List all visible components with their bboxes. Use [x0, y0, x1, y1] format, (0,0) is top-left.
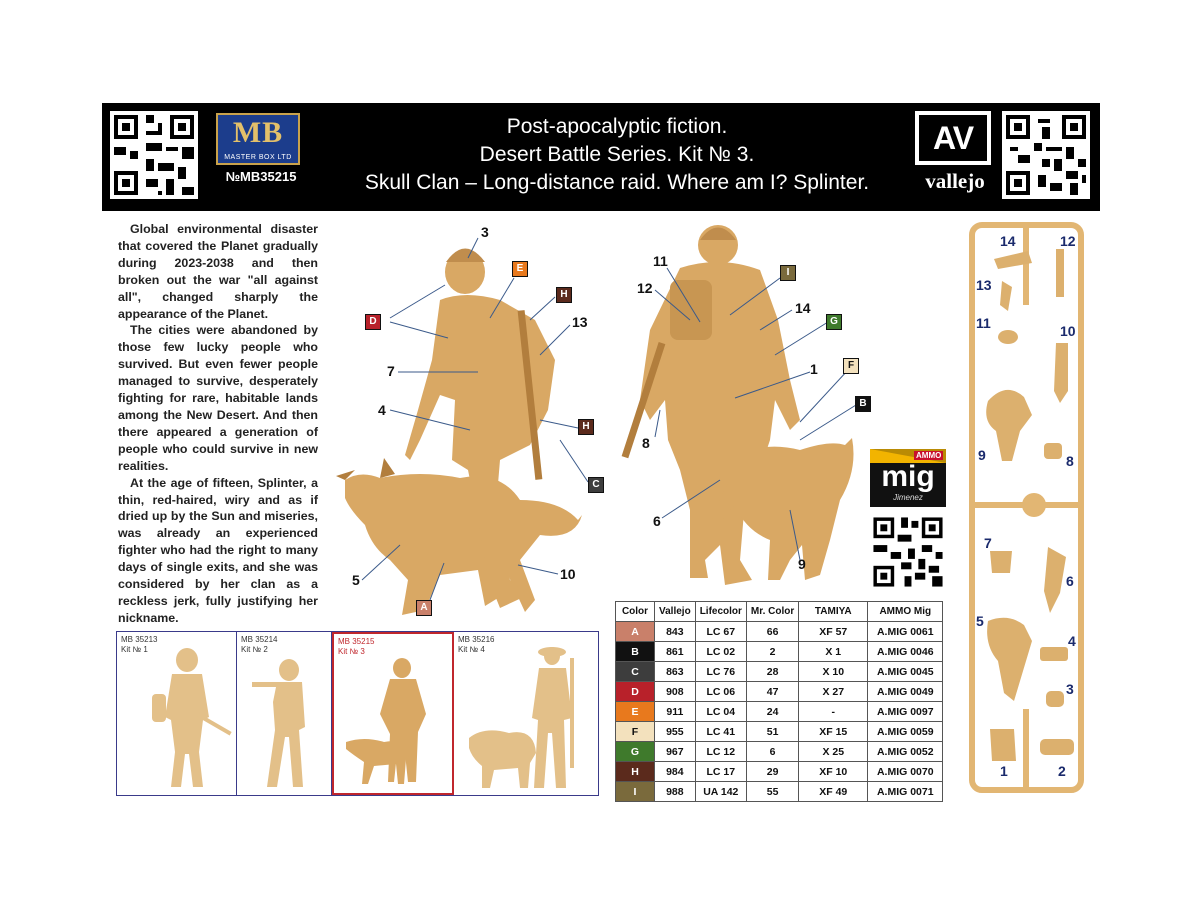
sprue-part-13 [1000, 281, 1012, 311]
sprue-part-11 [998, 330, 1018, 344]
table-cell-mrcolor: 2 [746, 642, 798, 662]
callout-color-g: G [826, 314, 842, 330]
qr-code-icon [870, 514, 946, 590]
callout-color-b: B [855, 396, 871, 412]
table-cell-mrcolor: 66 [746, 622, 798, 642]
sprue-label-12: 12 [1060, 233, 1076, 249]
kit-code: №MB35215 [225, 169, 297, 184]
callout-color-a: A [416, 600, 432, 616]
kit-number-label: Kit № 2 [241, 645, 268, 654]
table-row [616, 722, 943, 742]
table-cell-tamiya: X 10 [799, 662, 868, 682]
table-cell-lifecolor: UA 142 [695, 782, 746, 802]
color-swatch-cell: B [616, 642, 655, 662]
column-header: Color [616, 602, 655, 622]
table-cell-tamiya: X 25 [799, 742, 868, 762]
table-row [616, 662, 943, 682]
color-swatch-cell: D [616, 682, 655, 702]
front-dog-illustration [336, 458, 582, 615]
kit-number-label: Kit № 4 [458, 645, 485, 654]
kit-thumbnail-4[interactable] [454, 632, 598, 795]
table-cell-ammo: A.MIG 0046 [868, 642, 943, 662]
kit-code-label: MB 35215 [338, 637, 375, 646]
callout-part-14: 14 [795, 300, 811, 316]
table-cell-mrcolor: 51 [746, 722, 798, 742]
table-cell-vallejo: 843 [655, 622, 696, 642]
callout-part-5: 5 [352, 572, 360, 588]
table-cell-ammo: A.MIG 0052 [868, 742, 943, 762]
sprue-part-5 [987, 618, 1032, 701]
paint-color-table [615, 601, 943, 802]
callout-part-4: 4 [378, 402, 386, 418]
table-header-row [616, 602, 943, 622]
sprue-label-10: 10 [1060, 323, 1076, 339]
table-cell-vallejo: 988 [655, 782, 696, 802]
table-cell-tamiya: XF 10 [799, 762, 868, 782]
related-kits-strip [116, 631, 599, 796]
kit-number-label: Kit № 1 [121, 645, 148, 654]
color-swatch-cell: C [616, 662, 655, 682]
kit-thumbnail-3-current[interactable] [332, 632, 454, 795]
qr-code-ammo[interactable] [870, 514, 946, 590]
table-cell-vallejo: 984 [655, 762, 696, 782]
table-row [616, 762, 943, 782]
callout-color-c: C [588, 477, 604, 493]
column-header: TAMIYA [799, 602, 868, 622]
kit-thumbnail-2[interactable] [237, 632, 332, 795]
title-line-1: Post-apocalyptic fiction. [506, 115, 728, 138]
table-cell-mrcolor: 28 [746, 662, 798, 682]
callout-part-7: 7 [387, 363, 395, 379]
kit-number-label: Kit № 3 [338, 647, 365, 656]
table-cell-ammo: A.MIG 0049 [868, 682, 943, 702]
kit-thumbnail-1[interactable] [117, 632, 237, 795]
table-cell-tamiya: XF 49 [799, 782, 868, 802]
table-cell-lifecolor: LC 76 [695, 662, 746, 682]
column-header: Mr. Color [746, 602, 798, 622]
sprue-part-1 [990, 729, 1016, 761]
table-cell-mrcolor: 29 [746, 762, 798, 782]
table-cell-ammo: A.MIG 0071 [868, 782, 943, 802]
description-paragraph: Global environmental disaster that covered the Planet gradually during 2023-2038 and then broken out the war "all against all", changed sharply the appearance of the Planet. [118, 222, 318, 321]
table-row [616, 682, 943, 702]
table-cell-ammo: A.MIG 0070 [868, 762, 943, 782]
table-cell-tamiya: XF 57 [799, 622, 868, 642]
table-cell-vallejo: 967 [655, 742, 696, 762]
table-cell-ammo: A.MIG 0059 [868, 722, 943, 742]
sprue-part-8 [1044, 443, 1062, 459]
sprue-label-4: 4 [1068, 633, 1076, 649]
color-swatch-cell: I [616, 782, 655, 802]
ammo-mig-logo [870, 449, 946, 507]
callout-color-i: I [780, 265, 796, 281]
table-cell-mrcolor: 47 [746, 682, 798, 702]
table-cell-vallejo: 955 [655, 722, 696, 742]
description-paragraph: The cities were abandoned by those few lucky people who survived. But even fewer people managed to survive, desperately fighting for rare, habitable lands among the New Desert. And then there appeared a generation of people who could survive in new realities. [118, 323, 318, 473]
ammo-logo-top: AMMO [916, 451, 942, 460]
callout-part-6: 6 [653, 513, 661, 529]
sprue-part-3 [1046, 691, 1064, 707]
callout-part-3: 3 [481, 224, 489, 240]
table-cell-ammo: A.MIG 0061 [868, 622, 943, 642]
table-cell-tamiya: X 1 [799, 642, 868, 662]
callout-part-8: 8 [642, 435, 650, 451]
table-cell-vallejo: 863 [655, 662, 696, 682]
table-cell-mrcolor: 6 [746, 742, 798, 762]
table-cell-lifecolor: LC 41 [695, 722, 746, 742]
table-cell-lifecolor: LC 12 [695, 742, 746, 762]
table-cell-ammo: A.MIG 0097 [868, 702, 943, 722]
callout-part-1: 1 [810, 361, 818, 377]
callout-part-12: 12 [637, 280, 653, 296]
table-cell-tamiya: X 27 [799, 682, 868, 702]
kit-figure-icon [137, 642, 237, 792]
kit-figure-icon [344, 654, 449, 789]
ammo-logo-main: mig [881, 460, 935, 493]
callout-color-d: D [365, 314, 381, 330]
sprue-part-7 [990, 551, 1012, 573]
column-header: AMMO Mig [868, 602, 943, 622]
table-cell-lifecolor: LC 02 [695, 642, 746, 662]
callout-part-10: 10 [560, 566, 576, 582]
sprue-part-4 [1040, 647, 1068, 661]
callout-color-e: E [512, 261, 528, 277]
column-header: Lifecolor [695, 602, 746, 622]
sprue-label-2: 2 [1058, 763, 1066, 779]
sprue-frame [968, 221, 1085, 794]
table-cell-vallejo: 861 [655, 642, 696, 662]
sprue-label-7: 7 [984, 535, 992, 551]
color-swatch-cell: G [616, 742, 655, 762]
table-row [616, 742, 943, 762]
title-line-3: Skull Clan – Long-distance raid. Where am I? Splinter. [364, 171, 870, 194]
sprue-label-3: 3 [1066, 681, 1074, 697]
color-swatch-cell: H [616, 762, 655, 782]
callout-color-f: F [843, 358, 859, 374]
table-row [616, 702, 943, 722]
kit-code-label: MB 35216 [458, 635, 495, 644]
description-paragraph: At the age of fifteen, Splinter, a thin, red-haired, wiry and as if dried up by the Sun and miseries, was already an experienced fighter who had the right to many days of single exits, and she was considered by her clan as a reckless jerk, fully justifying her nickname. [118, 475, 318, 625]
sprue-label-9: 9 [978, 447, 986, 463]
callout-color-h: H [556, 287, 572, 303]
vallejo-logo-text: vallejo [925, 169, 985, 193]
sprue-part-12 [1056, 249, 1064, 297]
table-cell-mrcolor: 24 [746, 702, 798, 722]
column-header: Vallejo [655, 602, 696, 622]
color-swatch-cell: E [616, 702, 655, 722]
table-cell-lifecolor: LC 17 [695, 762, 746, 782]
kit-code-label: MB 35214 [241, 635, 278, 644]
kit-code-label: MB 35213 [121, 635, 158, 644]
sprue-label-8: 8 [1066, 453, 1074, 469]
table-row [616, 622, 943, 642]
sprue-label-14: 14 [1000, 233, 1016, 249]
callout-part-9: 9 [798, 556, 806, 572]
sprue-label-13: 13 [976, 277, 992, 293]
callout-part-11: 11 [653, 253, 668, 269]
callout-part-13: 13 [572, 314, 588, 330]
table-cell-mrcolor: 55 [746, 782, 798, 802]
table-cell-tamiya: XF 15 [799, 722, 868, 742]
table-cell-tamiya: - [799, 702, 868, 722]
ammo-logo-sub: Jimenez [893, 493, 923, 502]
kit-figure-icon [464, 638, 594, 793]
callout-color-h: H [578, 419, 594, 435]
color-swatch-cell: F [616, 722, 655, 742]
table-cell-lifecolor: LC 06 [695, 682, 746, 702]
table-row [616, 642, 943, 662]
sprue-part-6 [1044, 547, 1066, 613]
parts-sprue [968, 221, 1085, 794]
sprue-label-6: 6 [1066, 573, 1074, 589]
sprue-label-1: 1 [1000, 763, 1008, 779]
color-swatch-cell: A [616, 622, 655, 642]
sprue-part-10 [1054, 343, 1068, 403]
kit-figure-icon [247, 642, 327, 792]
table-cell-vallejo: 911 [655, 702, 696, 722]
table-row [616, 782, 943, 802]
sprue-part-2 [1040, 739, 1074, 755]
sprue-part-9 [986, 390, 1032, 461]
backpack-shape [670, 280, 712, 340]
table-cell-ammo: A.MIG 0045 [868, 662, 943, 682]
sprue-label-11: 11 [976, 315, 991, 331]
av-logo-text: AV [919, 115, 987, 161]
title-line-2: Desert Battle Series. Kit № 3. [479, 143, 755, 166]
table-cell-lifecolor: LC 67 [695, 622, 746, 642]
mb-logo-text: MB [232, 116, 284, 149]
table-cell-lifecolor: LC 04 [695, 702, 746, 722]
sprue-label-5: 5 [976, 613, 984, 629]
table-cell-vallejo: 908 [655, 682, 696, 702]
mb-logo-subtext: MASTER BOX LTD [224, 154, 292, 161]
